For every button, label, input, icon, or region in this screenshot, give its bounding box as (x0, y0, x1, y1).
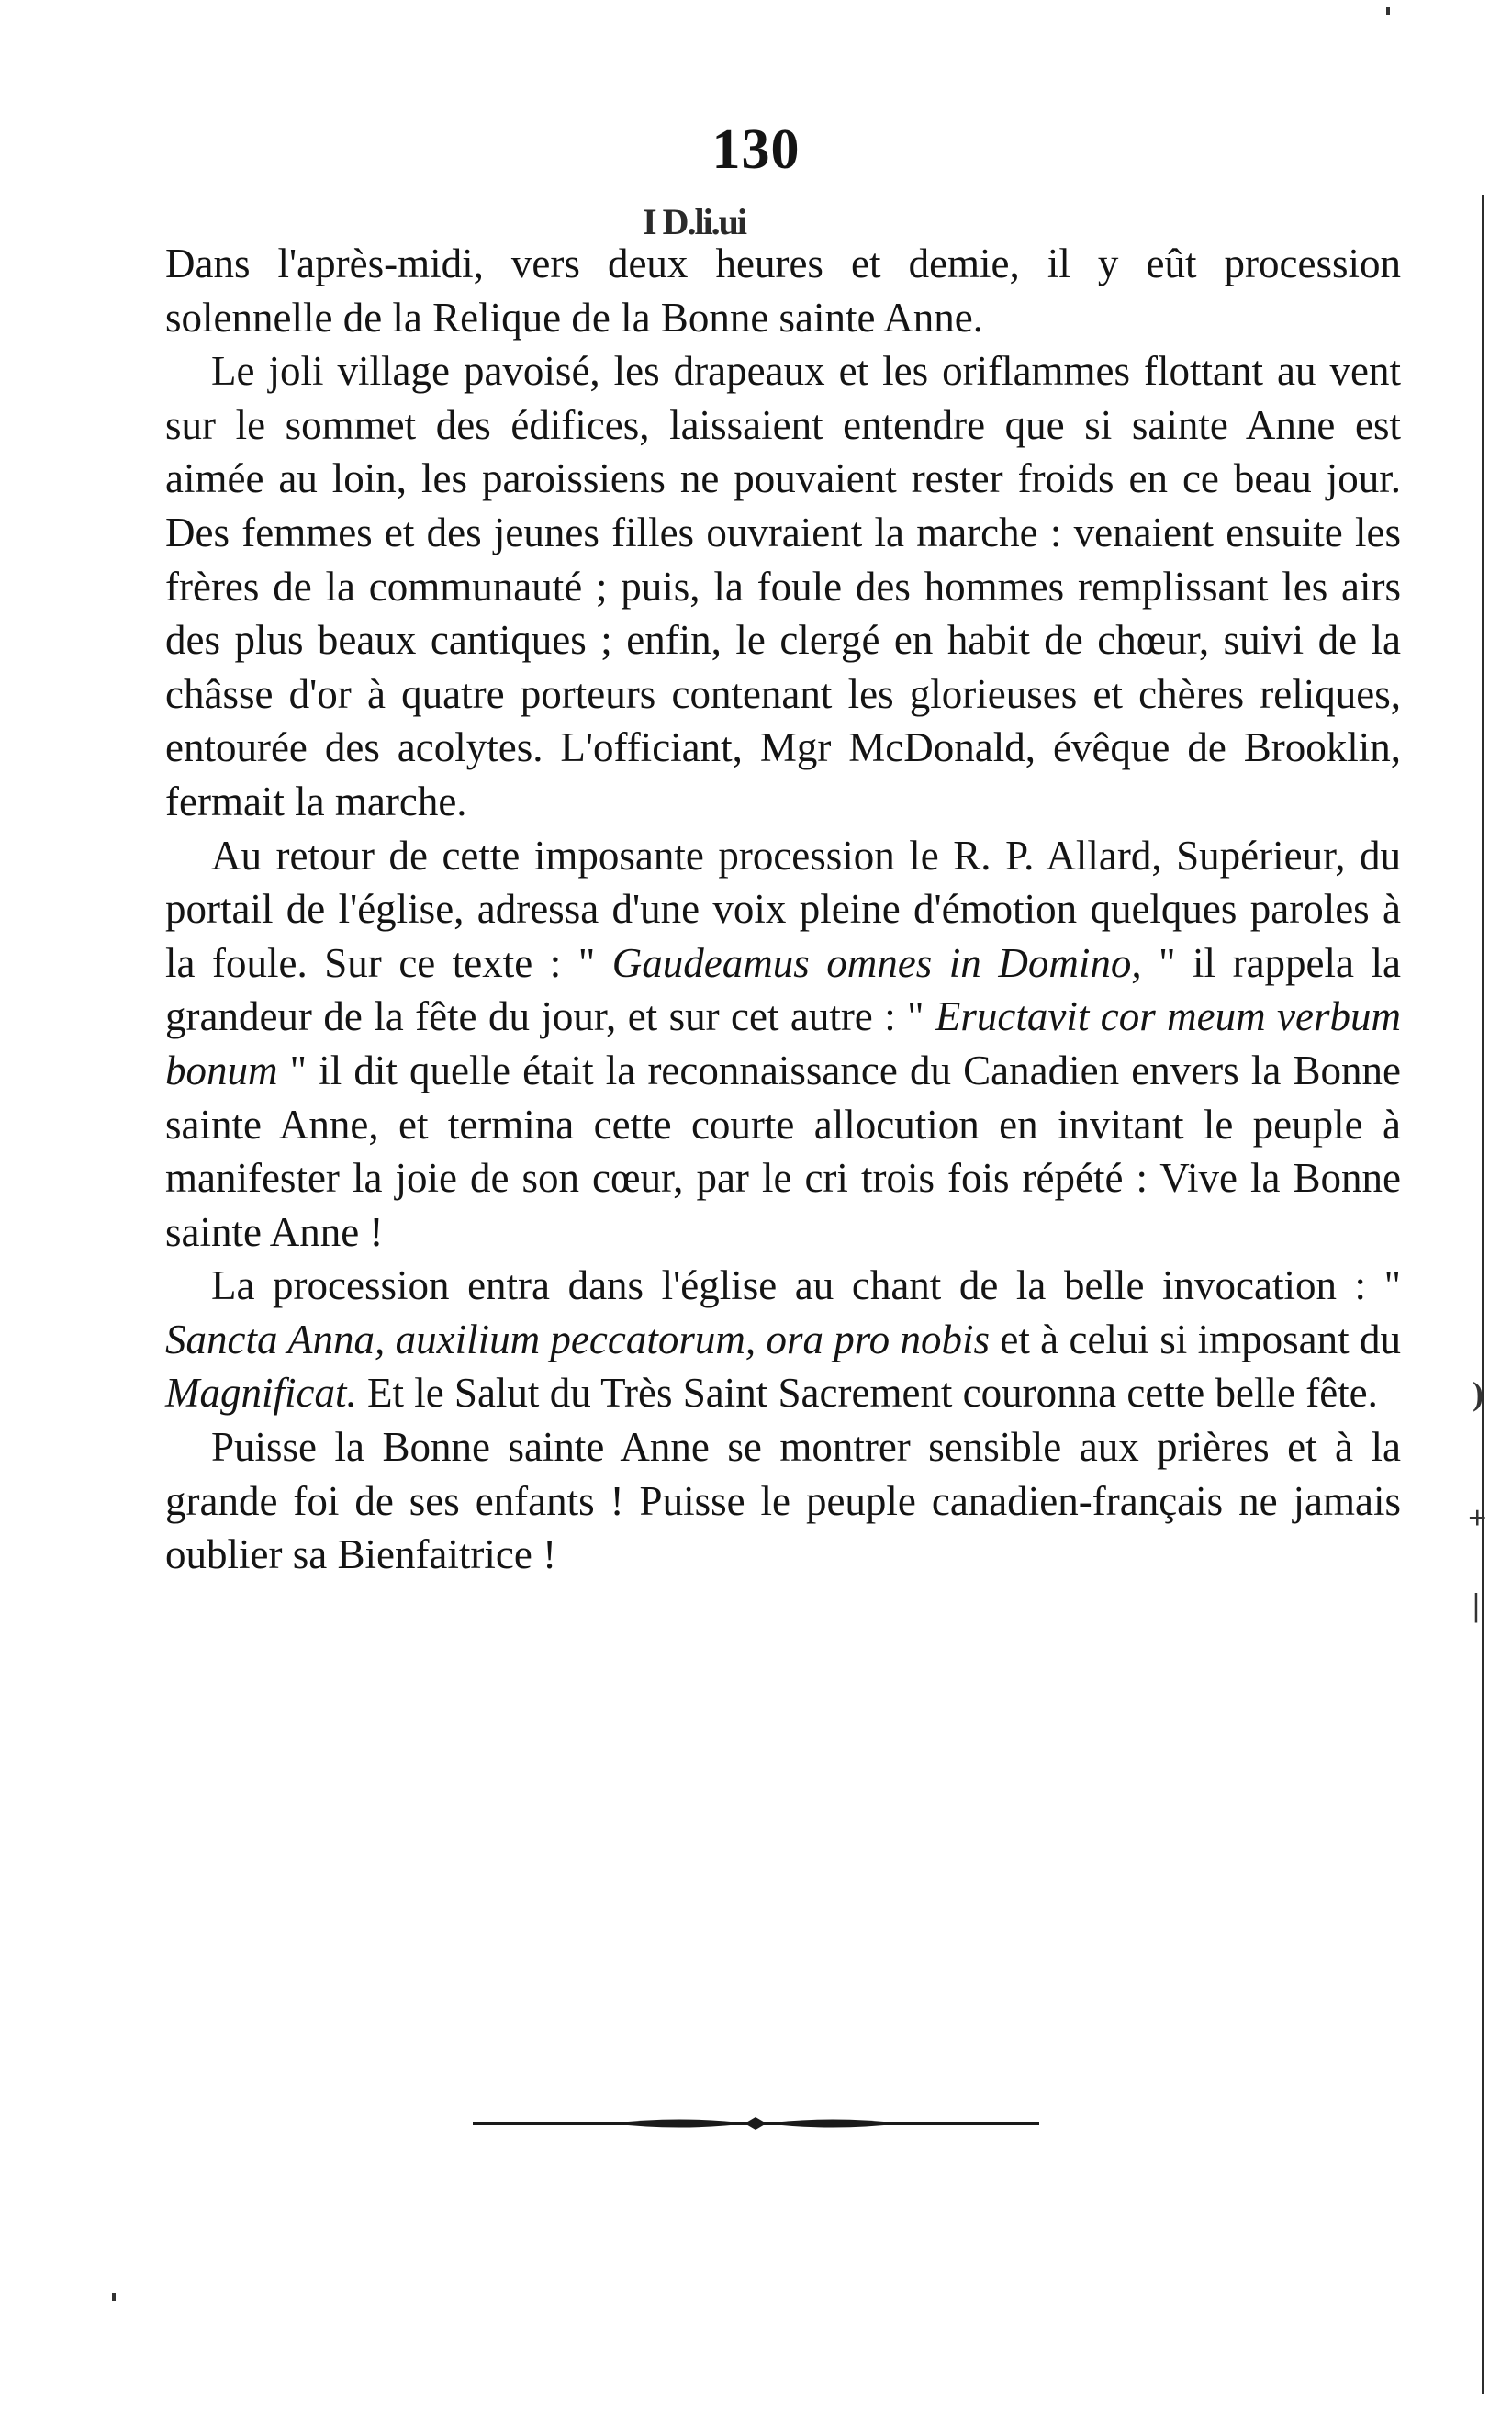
paragraph (165, 344, 1401, 828)
page-speck (112, 2293, 116, 2301)
text-run: Le joli village pavoisé, les drapeaux et les oriflammes flottant au vent sur le sommet des édifices, laissaient entendre que si sainte Anne est aimée au loin, les paroissiens ne pouvaient rester froids en ce beau jour. Des femmes et des jeunes filles ouvraient la marche : venaient ensuite les frères de la communauté ; puis, la foule des hommes remplissant les airs des plus beaux cantiques ; enfin, le clergé en habit de chœur, suivi de la châsse d'or à quatre porteurs contenant les glorieuses et chères reliques, entourée des acolytes. L'officiant, Mgr McDonald, évêque de Brooklin, fermait la marche. (165, 348, 1401, 824)
margin-mark: + (1468, 1499, 1487, 1536)
italic-quote: Gaudeamus omnes in Domino, (611, 939, 1142, 986)
text-run: Et le Salut du Très Saint Sacrement couronna cette belle fête. (356, 1370, 1378, 1417)
page-speck (1386, 7, 1390, 15)
stray-print-mark: I D.li.ui (643, 201, 746, 242)
margin-mark: | (1473, 1586, 1480, 1623)
paragraph (165, 1259, 1401, 1420)
paragraph (165, 1420, 1401, 1582)
text-run: " il rappela la grandeur de la fête du jour, et sur cet autre : " (165, 939, 1402, 1040)
paragraph (165, 829, 1401, 1260)
text-run: Dans l'après-midi, vers deux heures et demie, il y eût procession solennelle de la Relique de la Bonne sainte Anne. (165, 241, 1401, 341)
page-number: 130 (711, 118, 801, 181)
body-text (165, 237, 1401, 1582)
paragraph (165, 237, 1401, 344)
text-run: " il dit quelle était la reconnaissance du Canadien envers la Bonne sainte Anne, et termina cette courte allocution en invitant le peuple à manifester la joie de son cœur, par le cri trois fois répété : Vive la Bonne sainte Anne ! (165, 1047, 1401, 1255)
section-divider-rule (473, 2113, 1039, 2135)
italic-quote: Sancta Anna, auxilium peccatorum, ora pro nobis (165, 1316, 990, 1362)
binding-edge-line (1482, 195, 1484, 2394)
italic-quote: Eructavit cor meum verbum bonum (165, 993, 1401, 1093)
italic-quote: Magnificat. (165, 1370, 357, 1417)
text-run: Puisse la Bonne sainte Anne se montrer sensible aux prières et à la grande foi de ses enfants ! Puisse le peuple canadien-français ne jamais oublier sa Bienfaitrice ! (165, 1424, 1401, 1578)
text-run: et à celui si imposant du (990, 1316, 1401, 1362)
margin-mark: ) (1473, 1375, 1484, 1412)
text-run: Au retour de cette imposante procession le R. P. Allard, Supérieur, du portail de l'église, adressa d'une voix pleine d'émotion quelques paroles à la foule. Sur ce texte : " (165, 832, 1401, 986)
text-run: La procession entra dans l'église au chant de la belle invocation : " (211, 1262, 1401, 1309)
